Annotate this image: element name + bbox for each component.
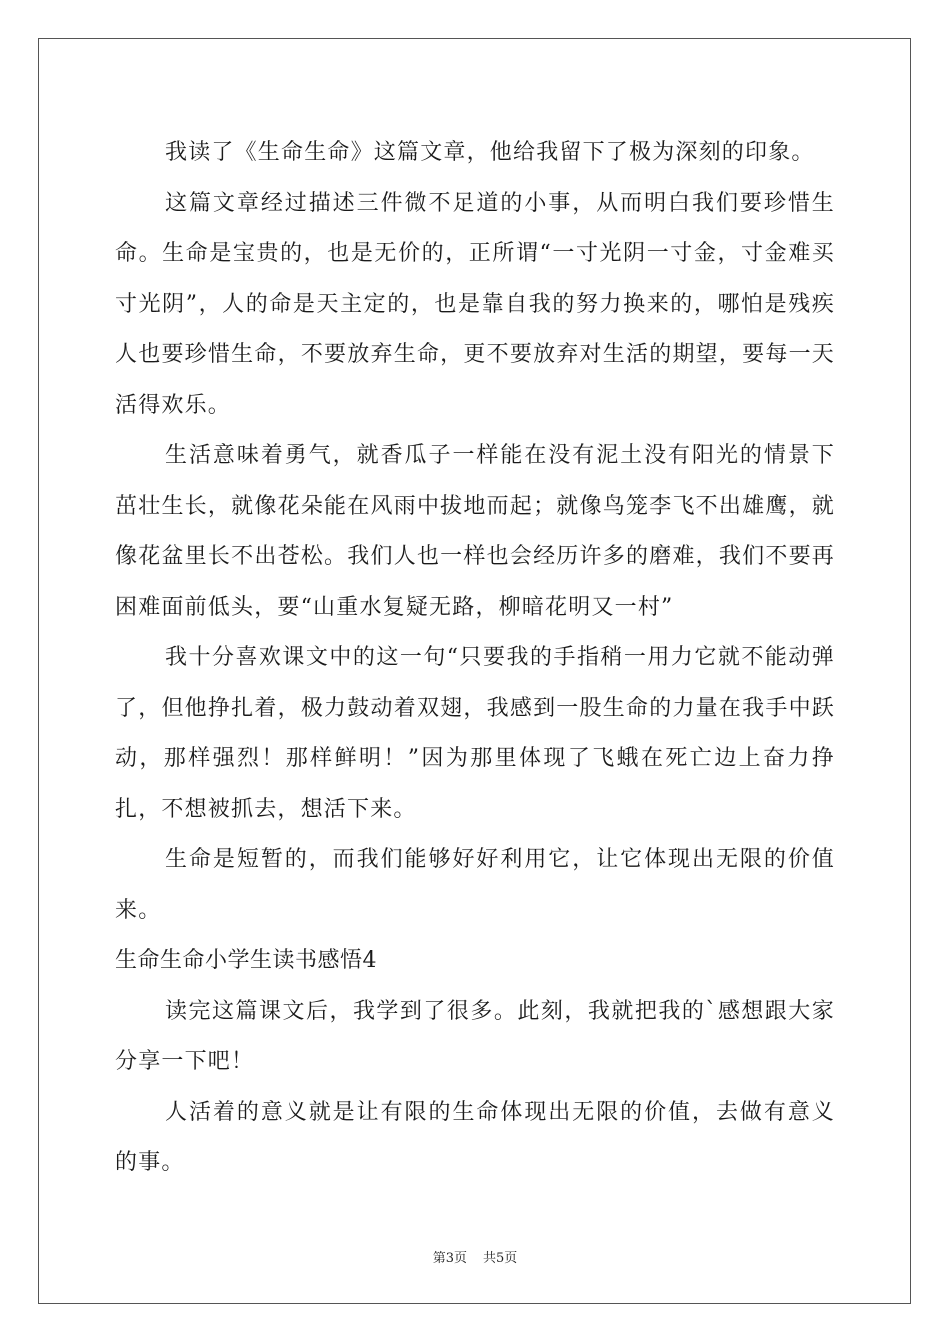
document-body — [115, 128, 835, 1189]
paragraph: 人活着的意义就是让有限的生命体现出无限的价值，去做有意义的事。 — [115, 1099, 835, 1175]
paragraph: 我读了《生命生命》这篇文章，他给我留下了极为深刻的印象。 — [165, 140, 815, 165]
paragraph: 这篇文章经过描述三件微不足道的小事，从而明白我们要珍惜生命。生命是宝贵的，也是无价的，正所谓“一寸光阴一寸金，寸金难买寸光阴”，人的命是天主定的，也是靠自我的努力换来的，哪怕是残疾人也要珍惜生命，不要放弃生命，更不要放弃对生活的期望，要每一天活得欢乐。 — [115, 190, 835, 418]
paragraph: 生活意味着勇气，就香瓜子一样能在没有泥土没有阳光的情景下茁壮生长，就像花朵能在风雨中拔地而起；就像鸟笼李飞不出雄鹰，就像花盆里长不出苍松。我们人也一样也会经历许多的磨难，我们不要再困难面前低头，要“山重水复疑无路，柳暗花明又一村” — [115, 443, 835, 620]
paragraph: 生命是短暂的，而我们能够好好利用它，让它体现出无限的价值来。 — [115, 847, 835, 923]
paragraph: 读完这篇课文后，我学到了很多。此刻，我就把我的`感想跟大家分享一下吧！ — [115, 998, 835, 1074]
section-heading: 生命生命小学生读书感悟4 — [115, 948, 377, 973]
page-total: 共5页 — [483, 1251, 518, 1266]
page-footer — [0, 1247, 950, 1266]
paragraph: 我十分喜欢课文中的这一句“只要我的手指稍一用力它就不能动弹了，但他挣扎着，极力鼓动着双翅，我感到一股生命的力量在我手中跃动，那样强烈！那样鲜明！”因为那里体现了飞蛾在死亡边上奋力挣扎，不想被抓去，想活下来。 — [115, 645, 835, 822]
page-number: 第3页 — [432, 1251, 467, 1266]
